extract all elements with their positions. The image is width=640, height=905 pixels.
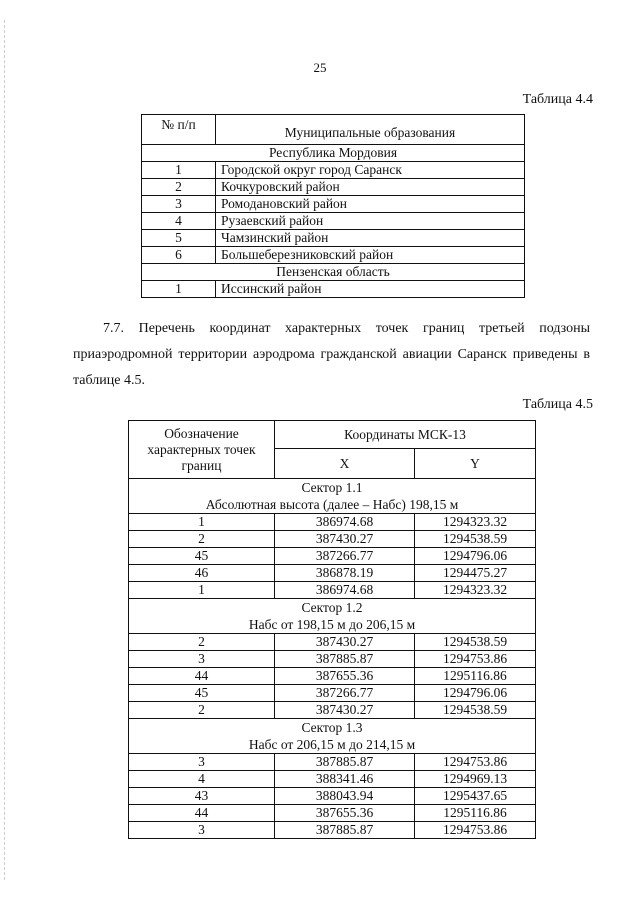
coordinate-y: 1294796.06	[415, 548, 536, 565]
municipality-name: Большеберезниковский район	[216, 247, 525, 264]
table-row	[129, 565, 536, 582]
municipality-name: Иссинский район	[216, 281, 525, 298]
sector-header-row	[129, 719, 536, 754]
table-row	[129, 822, 536, 839]
point-label: 3	[129, 754, 275, 771]
point-label: 1	[129, 582, 275, 599]
scan-margin-line	[4, 20, 5, 880]
coordinate-y: 1294538.59	[415, 634, 536, 651]
paragraph-line-2: приаэродромной территории аэродрома гражданской авиации Саранск приведены в	[73, 347, 590, 362]
sector-subtitle: Абсолютная высота (далее – Набс) 198,15 м	[205, 497, 459, 512]
table-row	[129, 634, 536, 651]
table-row	[129, 531, 536, 548]
table-row	[129, 754, 536, 771]
coordinate-y: 1294538.59	[415, 531, 536, 548]
table-4-5-caption: Таблица 4.5	[522, 397, 593, 412]
coordinate-x: 386878.19	[275, 565, 415, 582]
table-4-4	[141, 114, 525, 298]
column-header-point: Обозначение характерных точек границ	[129, 421, 275, 479]
group-row	[142, 145, 525, 162]
table-row	[142, 230, 525, 247]
sector-header	[129, 479, 536, 514]
coordinate-x: 387885.87	[275, 822, 415, 839]
coordinate-x: 388341.46	[275, 771, 415, 788]
table-row	[129, 548, 536, 565]
municipality-name: Кочкуровский район	[216, 179, 525, 196]
column-header-municipality: Муниципальные образования	[216, 115, 525, 145]
point-label: 2	[129, 531, 275, 548]
coordinate-y: 1294538.59	[415, 702, 536, 719]
municipality-name: Рузаевский район	[216, 213, 525, 230]
point-label: 45	[129, 685, 275, 702]
row-number: 6	[142, 247, 216, 264]
coordinate-y: 1295437.65	[415, 788, 536, 805]
coordinate-x: 387430.27	[275, 531, 415, 548]
row-number: 3	[142, 196, 216, 213]
coordinate-y: 1295116.86	[415, 805, 536, 822]
table-row	[129, 651, 536, 668]
sector-header	[129, 599, 536, 634]
municipality-name: Городской округ город Саранск	[216, 162, 525, 179]
group-row	[142, 264, 525, 281]
point-label: 4	[129, 771, 275, 788]
coordinate-x: 388043.94	[275, 788, 415, 805]
coordinate-y: 1294753.86	[415, 822, 536, 839]
coordinate-y: 1294323.32	[415, 582, 536, 599]
paragraph-line-3: таблице 4.5.	[73, 373, 145, 388]
coordinate-x: 387655.36	[275, 805, 415, 822]
table-row	[129, 514, 536, 531]
point-label: 3	[129, 822, 275, 839]
group-title: Республика Мордовия	[142, 145, 525, 162]
table-4-5	[128, 420, 536, 839]
coordinate-x: 386974.68	[275, 514, 415, 531]
table-row	[129, 805, 536, 822]
municipality-name: Ромодановский район	[216, 196, 525, 213]
table-row	[142, 247, 525, 264]
paragraph-line-1: 7.7. Перечень координат характерных точек границ третьей подзоны	[103, 321, 590, 336]
row-number: 4	[142, 213, 216, 230]
table-4-4-caption: Таблица 4.4	[522, 92, 593, 107]
row-number: 1	[142, 281, 216, 298]
point-label: 2	[129, 634, 275, 651]
point-label: 46	[129, 565, 275, 582]
coordinate-x: 386974.68	[275, 582, 415, 599]
table-row	[129, 668, 536, 685]
coordinate-x: 387266.77	[275, 685, 415, 702]
table-row	[129, 702, 536, 719]
table-row	[129, 685, 536, 702]
group-title: Пензенская область	[142, 264, 525, 281]
page-number: 25	[313, 60, 327, 75]
municipality-name: Чамзинский район	[216, 230, 525, 247]
sector-subtitle: Набс от 198,15 м до 206,15 м	[248, 617, 416, 632]
column-header-coordinates: Координаты МСК-13	[275, 421, 536, 449]
row-number: 2	[142, 179, 216, 196]
sector-title: Сектор 1.1	[301, 480, 363, 495]
coordinate-x: 387655.36	[275, 668, 415, 685]
table-row	[129, 582, 536, 599]
sector-header	[129, 719, 536, 754]
coordinate-y: 1294753.86	[415, 754, 536, 771]
paragraph-line-2-wrap	[73, 342, 590, 368]
sector-header-row	[129, 599, 536, 634]
point-label: 45	[129, 548, 275, 565]
point-label: 3	[129, 651, 275, 668]
table-row	[142, 162, 525, 179]
coordinate-y: 1294796.06	[415, 685, 536, 702]
coordinate-x: 387885.87	[275, 651, 415, 668]
paragraph-7-7	[103, 316, 590, 342]
row-number: 5	[142, 230, 216, 247]
coordinate-x: 387430.27	[275, 634, 415, 651]
table-row	[129, 771, 536, 788]
coordinate-x: 387885.87	[275, 754, 415, 771]
column-header-y: Y	[415, 449, 536, 479]
table-row	[142, 196, 525, 213]
point-label: 2	[129, 702, 275, 719]
table-row	[142, 179, 525, 196]
point-label: 44	[129, 668, 275, 685]
table-row	[129, 788, 536, 805]
row-number: 1	[142, 162, 216, 179]
point-label: 1	[129, 514, 275, 531]
coordinate-y: 1294323.32	[415, 514, 536, 531]
table-row	[142, 281, 525, 298]
sector-title: Сектор 1.3	[301, 720, 363, 735]
column-header-x: X	[275, 449, 415, 479]
table-row	[142, 213, 525, 230]
point-label: 43	[129, 788, 275, 805]
coordinate-y: 1295116.86	[415, 668, 536, 685]
coordinate-y: 1294753.86	[415, 651, 536, 668]
coordinate-y: 1294969.13	[415, 771, 536, 788]
point-label: 44	[129, 805, 275, 822]
sector-header-row	[129, 479, 536, 514]
coordinate-x: 387430.27	[275, 702, 415, 719]
sector-subtitle: Набс от 206,15 м до 214,15 м	[248, 737, 416, 752]
coordinate-x: 387266.77	[275, 548, 415, 565]
column-header-number: № п/п	[142, 115, 216, 145]
coordinate-y: 1294475.27	[415, 565, 536, 582]
sector-title: Сектор 1.2	[301, 600, 363, 615]
